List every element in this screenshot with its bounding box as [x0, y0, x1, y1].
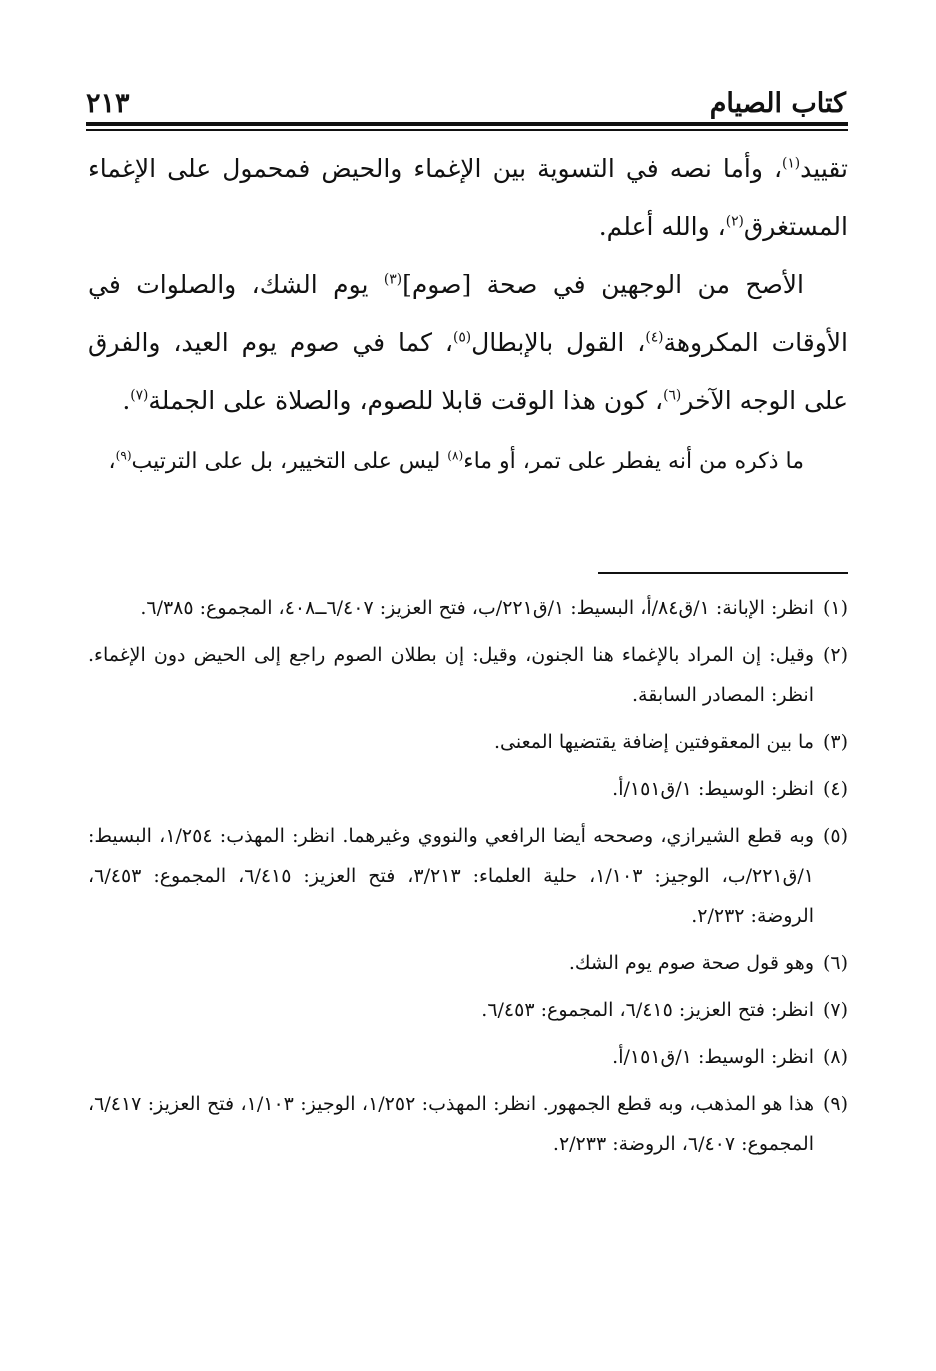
footnote-ref: (٣)	[383, 271, 403, 288]
footnote	[88, 1037, 848, 1077]
footnote-number: (٣)	[822, 731, 848, 753]
chapter-title: كتاب الصيام	[709, 88, 846, 119]
footnote-number: (٩)	[822, 1093, 848, 1115]
text-run: ، القول بالإبطال	[471, 328, 646, 357]
footnote-ref: (٥)	[452, 329, 472, 346]
main-text	[88, 140, 848, 490]
footnote-text: انظر: فتح العزيز: ٦/٤١٥، المجموع: ٦/٤٥٣.	[481, 999, 814, 1021]
footnote-text: انظر: الإبانة: ١/ق٨٤/أ، البسيط: ١/ق٢٢١/ب، فتح العزيز: ٦/٤٠٧ــ٤٠٨، المجموع: ٦/٣٨٥.	[140, 597, 814, 619]
text-run: الأصح من الوجهين في صحة [صوم]	[402, 270, 804, 299]
text-run: ، والله أعلم.	[598, 212, 726, 241]
footnote-number: (٤)	[822, 778, 848, 800]
header-rule-thick	[86, 122, 848, 126]
footnote-number: (١)	[822, 597, 848, 619]
footnote-number: (٨)	[822, 1046, 848, 1068]
footnote	[88, 990, 848, 1030]
header-rule-thin	[86, 129, 848, 131]
text-run: ، كون هذا الوقت قابلا للصوم، والصلاة على الجملة	[148, 386, 664, 415]
footnote	[88, 943, 848, 983]
footnote	[88, 816, 848, 936]
text-run: ما ذكره من أنه يفطر على تمر، أو ماء	[463, 449, 804, 474]
footnote	[88, 1084, 848, 1164]
footnote-ref: (٤)	[645, 329, 664, 346]
footnote-separator	[598, 572, 848, 574]
text-run: ،	[108, 449, 116, 474]
text-run: تقييد	[800, 154, 848, 183]
footnote	[88, 588, 848, 628]
footnote-text: وقيل: إن المراد بالإغماء هنا الجنون، وقيل: إن بطلان الصوم راجع إلى الحيض دون الإغماء. انظر: المصادر السابقة.	[88, 644, 814, 706]
text-run: ، كما في صوم يوم العيد، والفرق على الوجه الآخر	[88, 328, 848, 415]
footnote-ref: (٦)	[663, 387, 682, 404]
paragraph	[88, 140, 848, 256]
footnote-text: انظر: الوسيط: ١/ق١٥١/أ.	[612, 1046, 814, 1068]
footnote-text: هذا هو المذهب، وبه قطع الجمهور. انظر: المهذب: ١/٢٥٢، الوجيز: ١/١٠٣، فتح العزيز: ٦/٤١٧، المجموع: ٦/٤٠٧، الروضة: ٢/٢٣٣.	[88, 1093, 814, 1155]
footnotes	[88, 588, 848, 1171]
footnote-ref: (١)	[782, 155, 801, 172]
text-run: يوم الشك، والصلوات في الأوقات المكروهة	[88, 270, 848, 357]
running-header	[86, 84, 846, 124]
footnote	[88, 635, 848, 715]
footnote	[88, 769, 848, 809]
text-run: ليس على التخيير، بل على الترتيب	[131, 449, 448, 474]
paragraph	[88, 434, 848, 490]
footnote	[88, 722, 848, 762]
footnote-ref: (٢)	[725, 213, 744, 230]
footnote-text: ما بين المعقوفتين إضافة يقتضيها المعنى.	[494, 731, 814, 753]
footnote-number: (٢)	[822, 644, 848, 666]
text-run: ، وأما نصه في التسوية بين الإغماء والحيض فمحمول على الإغماء المستغرق	[88, 154, 848, 241]
page-number: ٢١٣	[86, 88, 130, 119]
footnote-number: (٥)	[822, 825, 849, 847]
footnote-ref: (٧)	[130, 387, 149, 404]
footnote-ref: (٩)	[115, 448, 132, 463]
paragraph	[88, 256, 848, 430]
footnote-ref: (٨)	[447, 448, 464, 463]
text-run: .	[122, 386, 131, 415]
footnote-number: (٧)	[822, 999, 848, 1021]
footnote-text: وهو قول صحة صوم يوم الشك.	[568, 952, 814, 974]
footnote-text: وبه قطع الشيرازي، وصححه أيضا الرافعي والنووي وغيرهما. انظر: المهذب: ١/٢٥٤، البسيط: ١/ق٢٢١/ب، الوجيز: ١/١٠٣، حلية العلماء: ٣/٢١٣، فتح العزيز: ٦/٤١٥، المجموع: ٦/٤٥٣، الروضة: ٢/٢٣٢.	[88, 825, 815, 927]
footnote-number: (٦)	[822, 952, 848, 974]
footnote-text: انظر: الوسيط: ١/ق١٥١/أ.	[612, 778, 814, 800]
